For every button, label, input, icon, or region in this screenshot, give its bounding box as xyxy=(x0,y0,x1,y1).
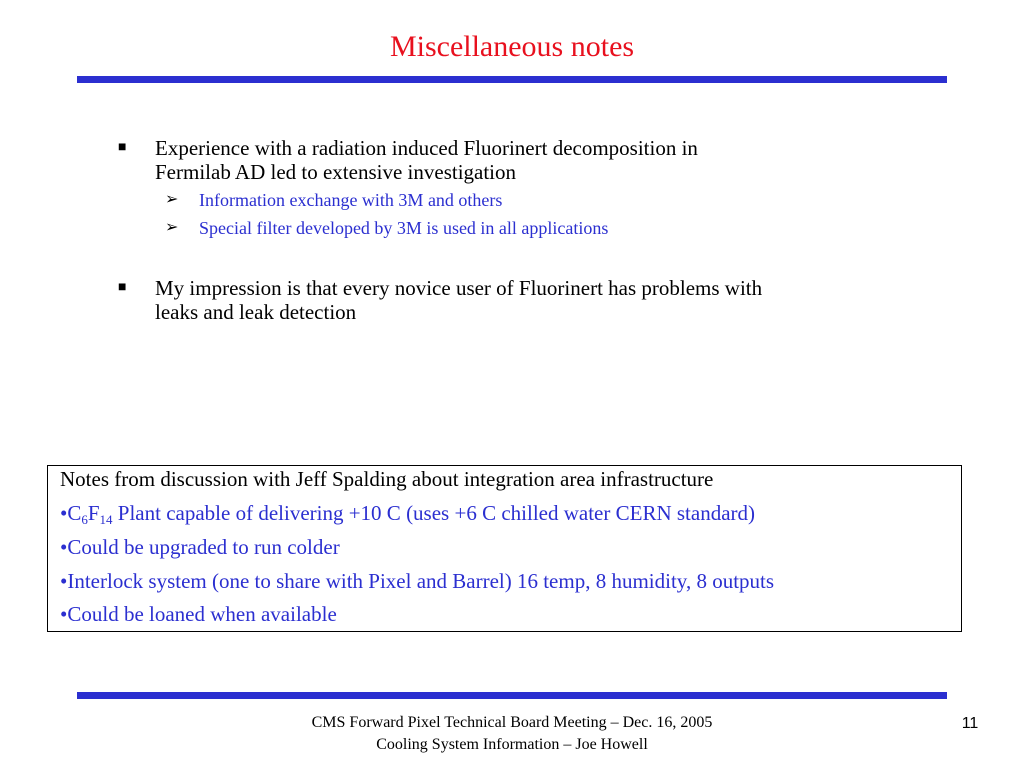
bullet-line: My impression is that every novice user of Fluorinert has problems with xyxy=(155,276,763,300)
sub-bullet-item xyxy=(165,189,919,211)
notes-item-text: Plant capable of delivering +10 C (uses +6 C chilled water CERN standard) xyxy=(112,501,755,525)
sub-bullet-text: Information exchange with 3M and others xyxy=(199,190,503,210)
notes-box xyxy=(47,465,962,632)
footer-line: CMS Forward Pixel Technical Board Meeting – Dec. 16, 2005 xyxy=(311,714,713,731)
bottom-divider xyxy=(77,692,947,699)
square-bullet-icon: ■ xyxy=(118,140,127,155)
subscript: 14 xyxy=(99,512,113,527)
subscript: 6 xyxy=(81,512,88,527)
notes-heading: Notes from discussion with Jeff Spalding about integration area infrastructure xyxy=(60,467,714,491)
sub-bullet-item xyxy=(165,217,919,239)
notes-item: •Interlock system (one to share with Pixel and Barrel) 16 temp, 8 humidity, 8 outputs xyxy=(60,569,775,593)
bullet-line: Fermilab AD led to extensive investigation xyxy=(155,160,517,184)
footer xyxy=(0,712,1024,756)
notes-item xyxy=(60,500,755,526)
bullet-item xyxy=(118,276,925,324)
notes-item-text: F xyxy=(87,501,100,525)
bullet-line: Experience with a radiation induced Fluorinert decomposition in xyxy=(155,136,698,160)
top-divider xyxy=(77,76,947,83)
slide-title: Miscellaneous notes xyxy=(389,30,635,63)
notes-item-text: •C xyxy=(60,501,82,525)
notes-item: •Could be upgraded to run colder xyxy=(60,535,340,559)
bullet-item xyxy=(118,136,925,184)
square-bullet-icon: ■ xyxy=(118,280,127,295)
page-number: 11 xyxy=(961,715,979,732)
bullet-line: leaks and leak detection xyxy=(155,300,357,324)
arrow-bullet-icon: ➢ xyxy=(165,191,179,208)
sub-bullet-text: Special filter developed by 3M is used in all applications xyxy=(199,218,609,238)
notes-item: •Could be loaned when available xyxy=(60,602,337,626)
arrow-bullet-icon: ➢ xyxy=(165,219,179,236)
footer-line: Cooling System Information – Joe Howell xyxy=(376,736,648,753)
